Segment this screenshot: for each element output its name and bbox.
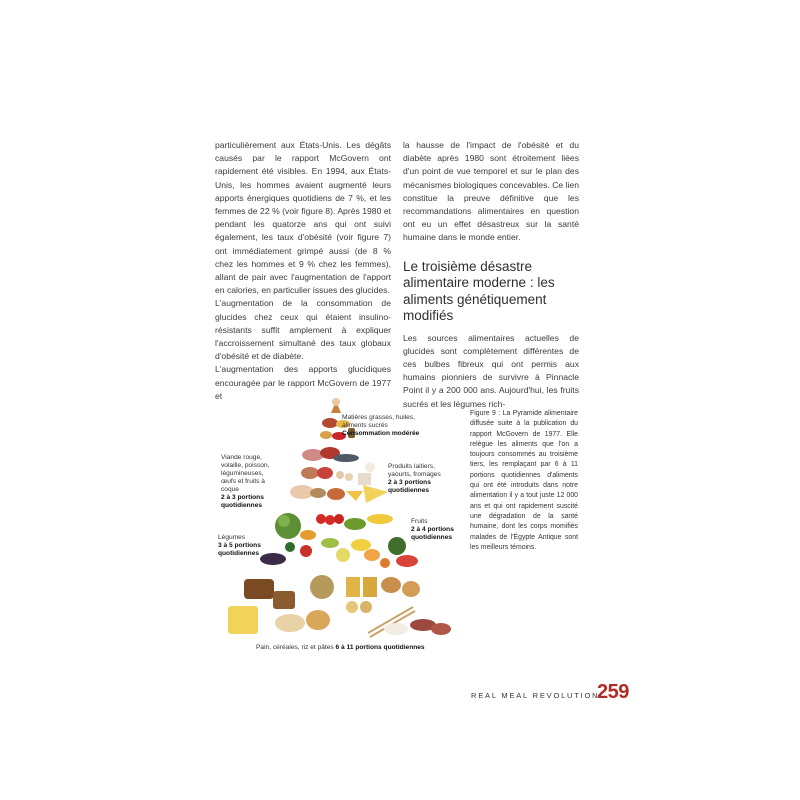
- left-column: [215, 139, 391, 403]
- label-meat: Viande rouge, volaille, poisson, légumineuses, œufs et fruits à coque 2 à 3 portions quotidiennes: [221, 454, 270, 509]
- label-vegetables: Légumes 3 à 5 portions quotidiennes: [218, 534, 261, 557]
- label-grains: Pain, céréales, riz et pâtes 6 à 11 portions quotidiennes: [256, 644, 425, 651]
- meat-dairy-tier: [290, 447, 388, 503]
- figure-caption: Figure 9 : La Pyramide alimentaire diffusée suite à la publication du rapport McGovern de 1977. Elle relègue les aliments que l'on a toujours consommés au troisième tiers, les remplaçant par 6 à 11 portions quotidiennes d'aliments qui ont été introduits dans notre alimentation il y a tout juste 12 000 ans et qui ont rapidement suscité une dégradation de la santé humaine, dont les corps momifiés malades de l'Égypte Antique sont les meilleurs témoins.: [470, 410, 578, 551]
- paragraph: Les sources alimentaires actuelles de glucides sont complètement différentes de ces bulbes fibreux qui ont permis aux humains pionniers de survivre à Pinnacle Point il y a 200 000 ans. Aujourd'hui, les fruits sucrés et les légumes rich-: [403, 332, 579, 409]
- label-fats: Matières grasses, huiles, aliments sucrés Consommation modérée: [342, 414, 420, 437]
- footer-brand: REAL MEAL REVOLUTION: [471, 691, 600, 700]
- section-heading: Le troisième désastre alimentaire moderne : les aliments génétiquement modifiés: [403, 258, 555, 324]
- paragraph: L'augmentation des apports glucidiques encouragée par le rapport McGovern de 1977 et: [215, 364, 391, 401]
- label-dairy: Produits laitiers, yaourts, fromages 2 à 3 portions quotidiennes: [388, 463, 441, 494]
- vegetables-fruits-tier: [260, 513, 418, 568]
- paragraph: L'augmentation de la consommation de glucides chez ceux qui étaient insulino-résistants suffit amplement à expliquer l'accroissement simultané des taux globaux d'obésité et de diabète.: [215, 298, 391, 362]
- label-fruits: Fruits 2 à 4 portions quotidiennes: [411, 518, 454, 541]
- food-pyramid-figure: [218, 393, 463, 655]
- grains-tier: [228, 575, 451, 637]
- paragraph: la hausse de l'impact de l'obésité et du diabète après 1980 sont étroitement liées d'un point de vue temporel et sur le plan des mécanismes biologiques concevables. Ce lien constitue la preuve définitive que les recommandations alimentaires en question ont eu un effet désastreux sur la santé humaine dans le monde entier.: [403, 140, 579, 243]
- paragraph: particulièrement aux États-Unis. Les dégâts causés par le rapport McGovern ont rapidement été visibles. En 1994, aux États-Unis, les hommes avaient augmenté leurs apports énergiques quotidiens de 7 %, et les femmes de 22 % (voir figure 8). Après 1980 et pendant les quatorze ans qui ont suivi également, les taux d'obésité (voir figure 7) ont immédiatement grimpé aussi (de 8 % chez les hommes et 9 % chez les femmes), allant de pair avec l'augmentation de l'apport en calories, en particulier issues des glucides.: [215, 140, 391, 296]
- right-column: [403, 139, 579, 411]
- page-number: 259: [597, 681, 629, 703]
